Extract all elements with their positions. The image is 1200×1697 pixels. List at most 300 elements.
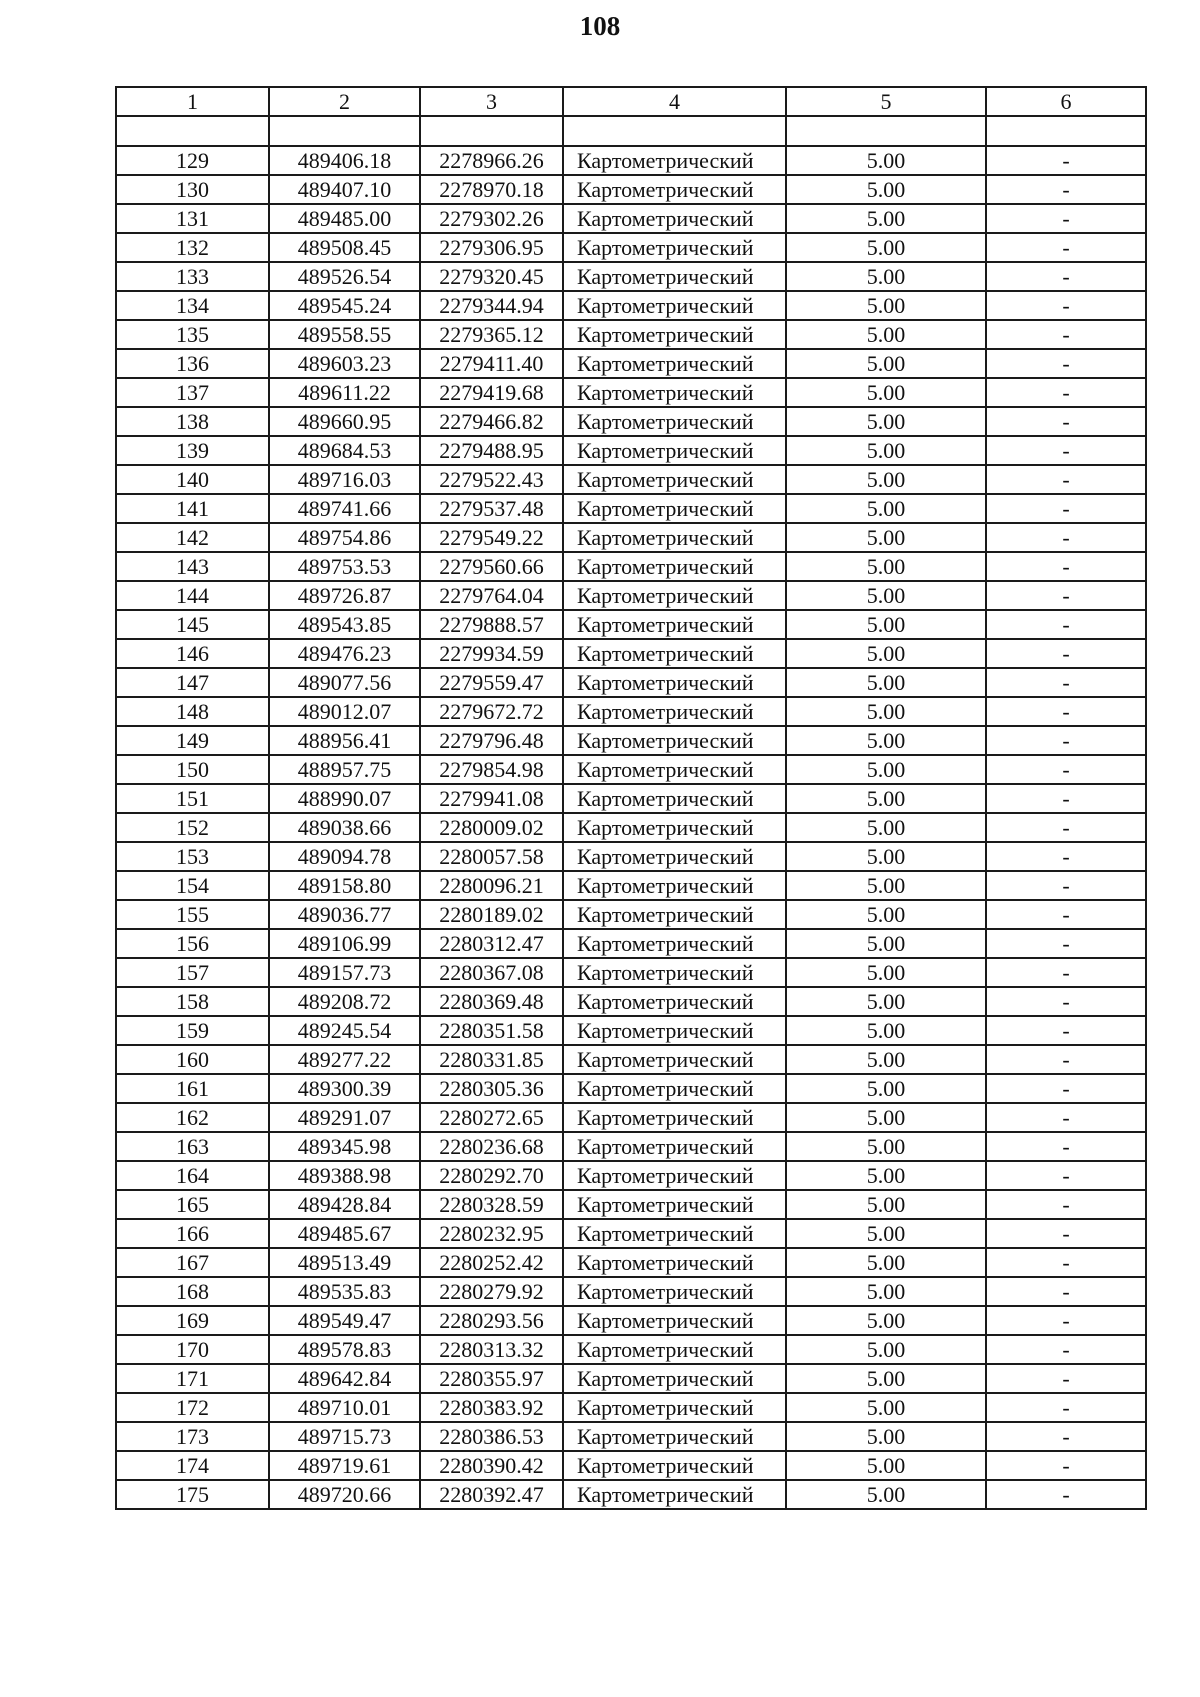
note-cell: - [986, 639, 1146, 668]
note-cell: - [986, 871, 1146, 900]
note-cell: - [986, 610, 1146, 639]
note-cell: - [986, 552, 1146, 581]
table-row [116, 378, 1146, 407]
method-cell: Картометрический [563, 784, 786, 813]
table-row [116, 1045, 1146, 1074]
method-cell: Картометрический [563, 465, 786, 494]
point-number-cell: 165 [116, 1190, 269, 1219]
point-number-cell: 141 [116, 494, 269, 523]
point-number-cell: 145 [116, 610, 269, 639]
x-coordinate-cell: 489407.10 [269, 175, 420, 204]
point-number-cell: 175 [116, 1480, 269, 1509]
method-cell: Картометрический [563, 1016, 786, 1045]
x-coordinate-cell: 489036.77 [269, 900, 420, 929]
accuracy-cell: 5.00 [786, 320, 986, 349]
note-cell: - [986, 1103, 1146, 1132]
table-row [116, 320, 1146, 349]
table-row [116, 784, 1146, 813]
point-number-cell: 139 [116, 436, 269, 465]
note-cell: - [986, 1393, 1146, 1422]
point-number-cell: 135 [116, 320, 269, 349]
note-cell: - [986, 349, 1146, 378]
accuracy-cell: 5.00 [786, 1422, 986, 1451]
point-number-cell: 174 [116, 1451, 269, 1480]
point-number-cell: 168 [116, 1277, 269, 1306]
accuracy-cell: 5.00 [786, 233, 986, 262]
table-row [116, 726, 1146, 755]
table-row [116, 1277, 1146, 1306]
method-cell: Картометрический [563, 1248, 786, 1277]
table-row [116, 291, 1146, 320]
accuracy-cell: 5.00 [786, 204, 986, 233]
x-coordinate-cell: 489545.24 [269, 291, 420, 320]
table-row [116, 842, 1146, 871]
y-coordinate-cell: 2279559.47 [420, 668, 563, 697]
method-cell: Картометрический [563, 262, 786, 291]
accuracy-cell: 5.00 [786, 465, 986, 494]
table-row [116, 929, 1146, 958]
method-cell: Картометрический [563, 958, 786, 987]
empty-cell [116, 116, 269, 146]
x-coordinate-cell: 489710.01 [269, 1393, 420, 1422]
method-cell: Картометрический [563, 1364, 786, 1393]
note-cell: - [986, 146, 1146, 175]
x-coordinate-cell: 488990.07 [269, 784, 420, 813]
accuracy-cell: 5.00 [786, 523, 986, 552]
accuracy-cell: 5.00 [786, 436, 986, 465]
x-coordinate-cell: 489038.66 [269, 813, 420, 842]
accuracy-cell: 5.00 [786, 581, 986, 610]
note-cell: - [986, 813, 1146, 842]
accuracy-cell: 5.00 [786, 146, 986, 175]
accuracy-cell: 5.00 [786, 1364, 986, 1393]
method-cell: Картометрический [563, 1480, 786, 1509]
point-number-cell: 129 [116, 146, 269, 175]
table-row [116, 552, 1146, 581]
accuracy-cell: 5.00 [786, 262, 986, 291]
point-number-cell: 167 [116, 1248, 269, 1277]
accuracy-cell: 5.00 [786, 552, 986, 581]
method-cell: Картометрический [563, 1074, 786, 1103]
point-number-cell: 163 [116, 1132, 269, 1161]
accuracy-cell: 5.00 [786, 1451, 986, 1480]
note-cell: - [986, 494, 1146, 523]
coordinates-table [115, 86, 1147, 1510]
method-cell: Картометрический [563, 639, 786, 668]
accuracy-cell: 5.00 [786, 1074, 986, 1103]
method-cell: Картометрический [563, 842, 786, 871]
table-row [116, 639, 1146, 668]
x-coordinate-cell: 489406.18 [269, 146, 420, 175]
table-row [116, 436, 1146, 465]
note-cell: - [986, 1364, 1146, 1393]
point-number-cell: 166 [116, 1219, 269, 1248]
y-coordinate-cell: 2280392.47 [420, 1480, 563, 1509]
x-coordinate-cell: 489300.39 [269, 1074, 420, 1103]
table-row [116, 1451, 1146, 1480]
x-coordinate-cell: 489543.85 [269, 610, 420, 639]
accuracy-cell: 5.00 [786, 1393, 986, 1422]
y-coordinate-cell: 2280279.92 [420, 1277, 563, 1306]
note-cell: - [986, 1219, 1146, 1248]
table-row [116, 1132, 1146, 1161]
point-number-cell: 152 [116, 813, 269, 842]
accuracy-cell: 5.00 [786, 726, 986, 755]
note-cell: - [986, 1335, 1146, 1364]
table-row [116, 1393, 1146, 1422]
method-cell: Картометрический [563, 1132, 786, 1161]
y-coordinate-cell: 2280305.36 [420, 1074, 563, 1103]
accuracy-cell: 5.00 [786, 1016, 986, 1045]
y-coordinate-cell: 2280312.47 [420, 929, 563, 958]
note-cell: - [986, 1480, 1146, 1509]
note-cell: - [986, 291, 1146, 320]
note-cell: - [986, 842, 1146, 871]
table-row [116, 523, 1146, 552]
accuracy-cell: 5.00 [786, 291, 986, 320]
note-cell: - [986, 900, 1146, 929]
page-number: 108 [579, 11, 621, 41]
empty-cell [986, 116, 1146, 146]
y-coordinate-cell: 2280331.85 [420, 1045, 563, 1074]
point-number-cell: 169 [116, 1306, 269, 1335]
note-cell: - [986, 204, 1146, 233]
point-number-cell: 146 [116, 639, 269, 668]
x-coordinate-cell: 489753.53 [269, 552, 420, 581]
method-cell: Картометрический [563, 378, 786, 407]
table-row [116, 233, 1146, 262]
note-cell: - [986, 726, 1146, 755]
point-number-cell: 154 [116, 871, 269, 900]
method-cell: Картометрический [563, 813, 786, 842]
note-cell: - [986, 929, 1146, 958]
method-cell: Картометрический [563, 146, 786, 175]
method-cell: Картометрический [563, 1451, 786, 1480]
method-cell: Картометрический [563, 233, 786, 262]
note-cell: - [986, 436, 1146, 465]
x-coordinate-cell: 489578.83 [269, 1335, 420, 1364]
table-row [116, 1306, 1146, 1335]
note-cell: - [986, 233, 1146, 262]
y-coordinate-cell: 2279522.43 [420, 465, 563, 494]
x-coordinate-cell: 489106.99 [269, 929, 420, 958]
note-cell: - [986, 407, 1146, 436]
method-cell: Картометрический [563, 900, 786, 929]
y-coordinate-cell: 2279488.95 [420, 436, 563, 465]
x-coordinate-cell: 489345.98 [269, 1132, 420, 1161]
x-coordinate-cell: 489716.03 [269, 465, 420, 494]
column-number-header: 4 [563, 87, 786, 116]
note-cell: - [986, 1016, 1146, 1045]
table-row [116, 900, 1146, 929]
note-cell: - [986, 1045, 1146, 1074]
empty-cell [786, 116, 986, 146]
table-row [116, 668, 1146, 697]
table-row [116, 755, 1146, 784]
y-coordinate-cell: 2279537.48 [420, 494, 563, 523]
accuracy-cell: 5.00 [786, 813, 986, 842]
note-cell: - [986, 755, 1146, 784]
column-number-header: 2 [269, 87, 420, 116]
accuracy-cell: 5.00 [786, 929, 986, 958]
x-coordinate-cell: 489715.73 [269, 1422, 420, 1451]
table-row [116, 175, 1146, 204]
accuracy-cell: 5.00 [786, 842, 986, 871]
table-row [116, 407, 1146, 436]
method-cell: Картометрический [563, 726, 786, 755]
point-number-cell: 162 [116, 1103, 269, 1132]
y-coordinate-cell: 2279672.72 [420, 697, 563, 726]
point-number-cell: 132 [116, 233, 269, 262]
y-coordinate-cell: 2279306.95 [420, 233, 563, 262]
x-coordinate-cell: 489720.66 [269, 1480, 420, 1509]
accuracy-cell: 5.00 [786, 610, 986, 639]
accuracy-cell: 5.00 [786, 1335, 986, 1364]
x-coordinate-cell: 489208.72 [269, 987, 420, 1016]
table-row [116, 610, 1146, 639]
accuracy-cell: 5.00 [786, 755, 986, 784]
method-cell: Картометрический [563, 407, 786, 436]
table-row [116, 987, 1146, 1016]
x-coordinate-cell: 489513.49 [269, 1248, 420, 1277]
method-cell: Картометрический [563, 1277, 786, 1306]
note-cell: - [986, 465, 1146, 494]
point-number-cell: 133 [116, 262, 269, 291]
table-row [116, 871, 1146, 900]
point-number-cell: 138 [116, 407, 269, 436]
method-cell: Картометрический [563, 929, 786, 958]
y-coordinate-cell: 2280252.42 [420, 1248, 563, 1277]
note-cell: - [986, 784, 1146, 813]
note-cell: - [986, 987, 1146, 1016]
note-cell: - [986, 1132, 1146, 1161]
table-row [116, 349, 1146, 378]
method-cell: Картометрический [563, 320, 786, 349]
table-row [116, 1335, 1146, 1364]
y-coordinate-cell: 2279411.40 [420, 349, 563, 378]
point-number-cell: 131 [116, 204, 269, 233]
method-cell: Картометрический [563, 987, 786, 1016]
method-cell: Картометрический [563, 291, 786, 320]
table-row [116, 494, 1146, 523]
point-number-cell: 148 [116, 697, 269, 726]
table-row [116, 1364, 1146, 1393]
accuracy-cell: 5.00 [786, 1161, 986, 1190]
x-coordinate-cell: 489291.07 [269, 1103, 420, 1132]
x-coordinate-cell: 489642.84 [269, 1364, 420, 1393]
note-cell: - [986, 1306, 1146, 1335]
table-row [116, 1219, 1146, 1248]
accuracy-cell: 5.00 [786, 378, 986, 407]
method-cell: Картометрический [563, 697, 786, 726]
x-coordinate-cell: 489526.54 [269, 262, 420, 291]
x-coordinate-cell: 489094.78 [269, 842, 420, 871]
note-cell: - [986, 1248, 1146, 1277]
accuracy-cell: 5.00 [786, 1190, 986, 1219]
empty-cell [563, 116, 786, 146]
method-cell: Картометрический [563, 1335, 786, 1364]
accuracy-cell: 5.00 [786, 1248, 986, 1277]
y-coordinate-cell: 2279419.68 [420, 378, 563, 407]
method-cell: Картометрический [563, 1306, 786, 1335]
point-number-cell: 153 [116, 842, 269, 871]
accuracy-cell: 5.00 [786, 1103, 986, 1132]
note-cell: - [986, 262, 1146, 291]
y-coordinate-cell: 2280386.53 [420, 1422, 563, 1451]
y-coordinate-cell: 2280293.56 [420, 1306, 563, 1335]
x-coordinate-cell: 489549.47 [269, 1306, 420, 1335]
y-coordinate-cell: 2279560.66 [420, 552, 563, 581]
point-number-cell: 156 [116, 929, 269, 958]
accuracy-cell: 5.00 [786, 958, 986, 987]
y-coordinate-cell: 2280313.32 [420, 1335, 563, 1364]
accuracy-cell: 5.00 [786, 668, 986, 697]
y-coordinate-cell: 2279796.48 [420, 726, 563, 755]
y-coordinate-cell: 2280272.65 [420, 1103, 563, 1132]
point-number-cell: 130 [116, 175, 269, 204]
note-cell: - [986, 523, 1146, 552]
x-coordinate-cell: 488956.41 [269, 726, 420, 755]
method-cell: Картометрический [563, 204, 786, 233]
x-coordinate-cell: 489428.84 [269, 1190, 420, 1219]
y-coordinate-cell: 2280236.68 [420, 1132, 563, 1161]
column-number-row [116, 87, 1146, 116]
table-row [116, 465, 1146, 494]
column-number-header: 6 [986, 87, 1146, 116]
method-cell: Картометрический [563, 871, 786, 900]
x-coordinate-cell: 489012.07 [269, 697, 420, 726]
method-cell: Картометрический [563, 175, 786, 204]
x-coordinate-cell: 489077.56 [269, 668, 420, 697]
y-coordinate-cell: 2280057.58 [420, 842, 563, 871]
method-cell: Картометрический [563, 610, 786, 639]
x-coordinate-cell: 489157.73 [269, 958, 420, 987]
table-row [116, 1074, 1146, 1103]
table-row [116, 1103, 1146, 1132]
y-coordinate-cell: 2280009.02 [420, 813, 563, 842]
table-row [116, 581, 1146, 610]
point-number-cell: 151 [116, 784, 269, 813]
accuracy-cell: 5.00 [786, 1277, 986, 1306]
empty-cell [269, 116, 420, 146]
point-number-cell: 134 [116, 291, 269, 320]
table-row [116, 1190, 1146, 1219]
note-cell: - [986, 958, 1146, 987]
table-row [116, 1422, 1146, 1451]
note-cell: - [986, 378, 1146, 407]
table-row [116, 146, 1146, 175]
accuracy-cell: 5.00 [786, 1219, 986, 1248]
point-number-cell: 140 [116, 465, 269, 494]
point-number-cell: 157 [116, 958, 269, 987]
table-row [116, 262, 1146, 291]
y-coordinate-cell: 2279365.12 [420, 320, 563, 349]
x-coordinate-cell: 489719.61 [269, 1451, 420, 1480]
note-cell: - [986, 1277, 1146, 1306]
y-coordinate-cell: 2280369.48 [420, 987, 563, 1016]
note-cell: - [986, 1074, 1146, 1103]
y-coordinate-cell: 2280351.58 [420, 1016, 563, 1045]
x-coordinate-cell: 489726.87 [269, 581, 420, 610]
note-cell: - [986, 581, 1146, 610]
x-coordinate-cell: 489754.86 [269, 523, 420, 552]
note-cell: - [986, 175, 1146, 204]
x-coordinate-cell: 489603.23 [269, 349, 420, 378]
table-row [116, 1016, 1146, 1045]
y-coordinate-cell: 2280390.42 [420, 1451, 563, 1480]
table-row [116, 1161, 1146, 1190]
point-number-cell: 142 [116, 523, 269, 552]
accuracy-cell: 5.00 [786, 175, 986, 204]
accuracy-cell: 5.00 [786, 349, 986, 378]
x-coordinate-cell: 489684.53 [269, 436, 420, 465]
y-coordinate-cell: 2279344.94 [420, 291, 563, 320]
point-number-cell: 147 [116, 668, 269, 697]
x-coordinate-cell: 489388.98 [269, 1161, 420, 1190]
accuracy-cell: 5.00 [786, 494, 986, 523]
note-cell: - [986, 320, 1146, 349]
point-number-cell: 137 [116, 378, 269, 407]
y-coordinate-cell: 2280292.70 [420, 1161, 563, 1190]
x-coordinate-cell: 489741.66 [269, 494, 420, 523]
point-number-cell: 158 [116, 987, 269, 1016]
y-coordinate-cell: 2278970.18 [420, 175, 563, 204]
y-coordinate-cell: 2280328.59 [420, 1190, 563, 1219]
x-coordinate-cell: 489158.80 [269, 871, 420, 900]
y-coordinate-cell: 2279941.08 [420, 784, 563, 813]
y-coordinate-cell: 2279320.45 [420, 262, 563, 291]
x-coordinate-cell: 489660.95 [269, 407, 420, 436]
table-row [116, 1248, 1146, 1277]
table-row [116, 958, 1146, 987]
accuracy-cell: 5.00 [786, 1132, 986, 1161]
column-number-header: 1 [116, 87, 269, 116]
point-number-cell: 155 [116, 900, 269, 929]
method-cell: Картометрический [563, 494, 786, 523]
method-cell: Картометрический [563, 755, 786, 784]
x-coordinate-cell: 489277.22 [269, 1045, 420, 1074]
method-cell: Картометрический [563, 668, 786, 697]
method-cell: Картометрический [563, 1422, 786, 1451]
accuracy-cell: 5.00 [786, 639, 986, 668]
accuracy-cell: 5.00 [786, 697, 986, 726]
column-number-header: 5 [786, 87, 986, 116]
x-coordinate-cell: 489485.00 [269, 204, 420, 233]
note-cell: - [986, 1190, 1146, 1219]
y-coordinate-cell: 2280383.92 [420, 1393, 563, 1422]
x-coordinate-cell: 489245.54 [269, 1016, 420, 1045]
table-row [116, 697, 1146, 726]
method-cell: Картометрический [563, 1219, 786, 1248]
point-number-cell: 136 [116, 349, 269, 378]
point-number-cell: 159 [116, 1016, 269, 1045]
x-coordinate-cell: 489558.55 [269, 320, 420, 349]
x-coordinate-cell: 489535.83 [269, 1277, 420, 1306]
y-coordinate-cell: 2280096.21 [420, 871, 563, 900]
method-cell: Картометрический [563, 1045, 786, 1074]
accuracy-cell: 5.00 [786, 871, 986, 900]
empty-cell [420, 116, 563, 146]
table-row [116, 813, 1146, 842]
point-number-cell: 172 [116, 1393, 269, 1422]
x-coordinate-cell: 489476.23 [269, 639, 420, 668]
note-cell: - [986, 1451, 1146, 1480]
empty-row [116, 116, 1146, 146]
y-coordinate-cell: 2279854.98 [420, 755, 563, 784]
point-number-cell: 171 [116, 1364, 269, 1393]
y-coordinate-cell: 2278966.26 [420, 146, 563, 175]
note-cell: - [986, 1161, 1146, 1190]
